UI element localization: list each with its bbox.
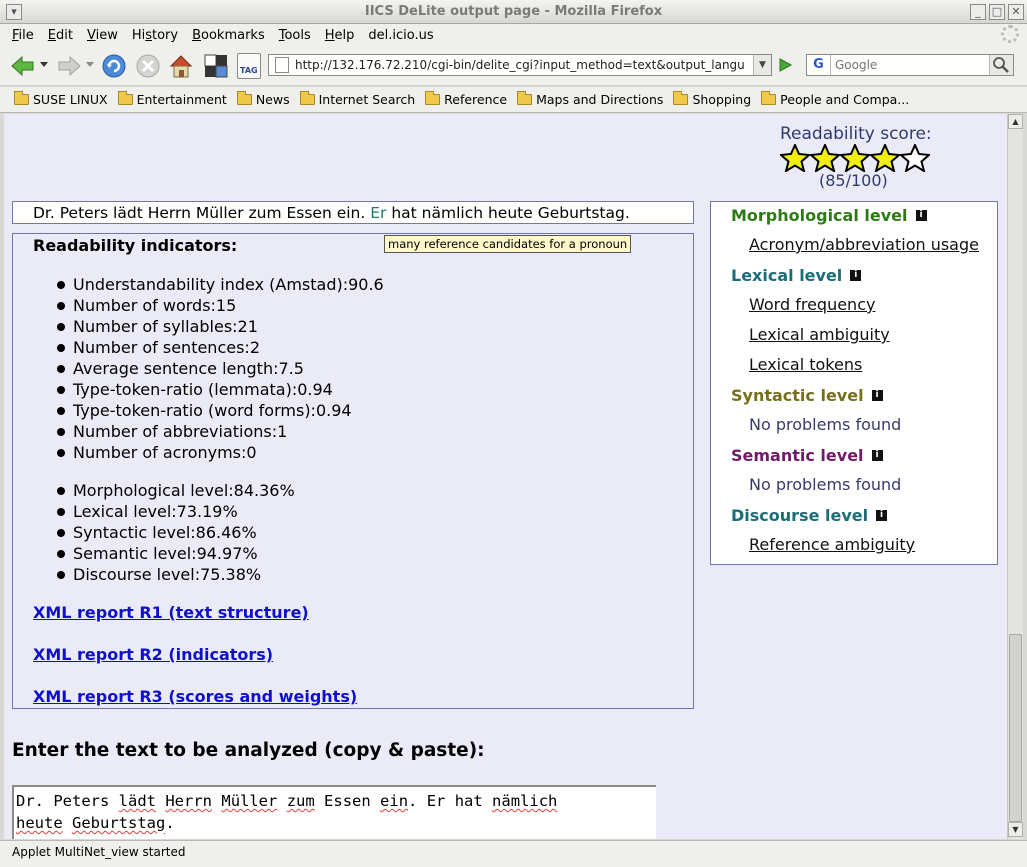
home-icon[interactable]: [168, 53, 194, 79]
spellcheck-word: Müller: [221, 792, 278, 810]
page-icon: [275, 57, 289, 73]
folder-icon: [14, 94, 29, 105]
menu-item-history[interactable]: History: [131, 27, 179, 43]
window-title: IICS DeLite output page - Mozilla Firefox: [364, 4, 663, 19]
forward-icon[interactable]: [56, 53, 82, 79]
spellcheck-word: heute: [16, 814, 63, 832]
indicator-item: Number of sentences:2: [55, 337, 384, 358]
spellcheck-word: zum: [286, 792, 315, 810]
info-icon[interactable]: i: [916, 210, 927, 221]
scroll-down-icon[interactable]: ▼: [1008, 822, 1023, 837]
star-empty-icon: [900, 144, 930, 172]
bookmark-news[interactable]: [237, 92, 290, 107]
bookmark-label: Maps and Directions: [536, 92, 664, 107]
bookmark-label: Internet Search: [318, 92, 416, 107]
spellcheck-word: nämlich: [492, 792, 558, 810]
stop-icon[interactable]: [135, 53, 161, 79]
discourse-level-label: Discourse level: [731, 506, 869, 525]
scrollbar-thumb[interactable]: [1009, 634, 1022, 822]
reference-ambiguity-link[interactable]: Reference ambiguity: [749, 535, 916, 554]
info-icon[interactable]: i: [876, 510, 887, 521]
input-text-segment: [63, 814, 72, 832]
lexical-ambiguity-link[interactable]: Lexical ambiguity: [749, 325, 890, 344]
sentence-text-before: Dr. Peters lädt Herrn Müller zum Essen ein.: [33, 204, 371, 222]
spellcheck-word: lädt: [118, 792, 156, 810]
window-menu-button[interactable]: ▾: [6, 4, 22, 20]
menu-item-file[interactable]: File: [12, 27, 34, 43]
tag-button[interactable]: [237, 53, 261, 79]
search-box[interactable]: [806, 54, 1014, 76]
acronym-usage-link[interactable]: Acronym/abbreviation usage: [749, 235, 979, 254]
level-score-item: Syntactic level:86.46%: [55, 522, 295, 543]
bookmark-label: Entertainment: [136, 92, 227, 107]
indicator-item: Number of syllables:21: [55, 316, 384, 337]
folder-icon: [300, 94, 315, 105]
input-text-segment: Essen: [314, 792, 381, 810]
minimize-button[interactable]: _: [970, 4, 986, 20]
highlighted-pronoun[interactable]: Er: [370, 204, 387, 222]
bookmark-suse-linux[interactable]: [14, 92, 108, 107]
indicators-title: Readability indicators:: [33, 236, 238, 255]
word-frequency-link[interactable]: Word frequency: [749, 295, 876, 314]
level-score-list: [55, 480, 295, 585]
title-bar: [0, 0, 1027, 24]
text-input-area[interactable]: [12, 785, 656, 839]
folder-icon: [761, 94, 776, 105]
bookmark-shopping[interactable]: [673, 92, 751, 107]
input-heading: Enter the text to be analyzed (copy & paste):: [12, 740, 485, 761]
search-engine-icon[interactable]: G: [807, 55, 831, 75]
maximize-button[interactable]: □: [989, 4, 1005, 20]
folder-icon: [425, 94, 440, 105]
tag-label: TAG: [240, 66, 258, 75]
input-text-segment: . Er hat: [408, 792, 493, 810]
folder-icon: [517, 94, 532, 105]
folder-icon: [237, 94, 252, 105]
lexical-level-heading: [731, 266, 861, 285]
level-score-item: Lexical level:73.19%: [55, 501, 295, 522]
back-dropdown-icon[interactable]: [40, 62, 48, 68]
xml-report-r1-link[interactable]: XML report R1 (text structure): [33, 603, 309, 622]
info-icon[interactable]: i: [872, 390, 883, 401]
indicator-item: Number of words:15: [55, 295, 384, 316]
menu-item-tools[interactable]: Tools: [278, 27, 311, 43]
readability-indicators-panel: [12, 233, 694, 709]
indicator-item: Number of abbreviations:1: [55, 421, 384, 442]
bookmark-label: Shopping: [692, 92, 752, 107]
level-score-item: Discourse level:75.38%: [55, 564, 295, 585]
reload-icon[interactable]: [101, 53, 127, 79]
indicator-item: Average sentence length:7.5: [55, 358, 384, 379]
indicator-item: Number of acronyms:0: [55, 442, 384, 463]
lexical-tokens-link[interactable]: Lexical tokens: [749, 355, 863, 374]
star-filled-icon: [840, 144, 870, 172]
lexical-level-label: Lexical level: [731, 266, 843, 285]
input-text-segment: Dr.: [16, 792, 54, 810]
readability-score-label: Readability score:: [780, 124, 932, 144]
input-text-segment: [156, 792, 165, 810]
bookmark-label: SUSE LINUX: [33, 92, 108, 107]
search-icon[interactable]: [989, 55, 1013, 75]
search-input[interactable]: [831, 57, 981, 73]
bookmark-entertainment[interactable]: [118, 92, 227, 107]
xml-report-r2-link[interactable]: XML report R2 (indicators): [33, 645, 274, 664]
page-content: [4, 114, 1007, 839]
bookmark-label: Reference: [444, 92, 508, 107]
syntactic-level-heading: [731, 386, 883, 405]
scroll-up-icon[interactable]: ▲: [1008, 114, 1023, 129]
forward-dropdown-icon[interactable]: [86, 62, 94, 68]
star-filled-icon: [870, 144, 900, 172]
input-text-segment: [277, 792, 286, 810]
star-filled-icon: [810, 144, 840, 172]
go-icon[interactable]: [776, 55, 794, 75]
url-history-dropdown-icon[interactable]: ▼: [753, 55, 771, 75]
bookmark-label: News: [255, 92, 290, 107]
semantic-level-heading: [731, 446, 883, 465]
morphological-level-heading: [731, 206, 927, 225]
syntactic-no-problems: No problems found: [749, 415, 902, 434]
menu-item-bookmarks[interactable]: Bookmarks: [192, 27, 265, 43]
input-text-segment: .: [165, 814, 175, 832]
spellcheck-word: ein: [380, 792, 409, 810]
discourse-level-heading: [731, 506, 887, 525]
level-score-item: Morphological level:84.36%: [55, 480, 295, 501]
bookmark-label: People and Compa...: [780, 92, 910, 107]
semantic-level-label: Semantic level: [731, 446, 864, 465]
bookmarks-toolbar: [0, 87, 1027, 113]
url-bar[interactable]: [268, 54, 772, 76]
input-text-segment: [212, 792, 221, 810]
sentence-text-after: hat nämlich heute Geburtstag.: [386, 204, 630, 222]
xml-report-r3-link[interactable]: XML report R3 (scores and weights): [33, 687, 358, 706]
semantic-no-problems: No problems found: [749, 475, 902, 494]
morphological-level-label: Morphological level: [731, 206, 908, 225]
indicator-item: Type-token-ratio (lemmata):0.94: [55, 379, 384, 400]
bookmark-reference[interactable]: [425, 92, 507, 107]
folder-icon: [673, 94, 688, 105]
close-button[interactable]: ✕: [1008, 4, 1024, 20]
folder-icon: [118, 94, 133, 105]
info-icon[interactable]: i: [850, 270, 861, 281]
bookmark-maps-and-directions[interactable]: [517, 92, 663, 107]
syntactic-level-label: Syntactic level: [731, 386, 864, 405]
indicator-item: Type-token-ratio (word forms):0.94: [55, 400, 384, 421]
spellcheck-word: Herrn: [165, 792, 213, 810]
analyzed-sentence: [12, 201, 694, 224]
menu-bar: [0, 24, 1027, 46]
input-text-segment: Peters: [53, 792, 110, 810]
input-line-2: [16, 812, 656, 834]
level-problems-panel: [710, 201, 998, 565]
bookmark-internet-search[interactable]: [300, 92, 416, 107]
url-text[interactable]: http://132.176.72.210/cgi-bin/delite_cgi?input_method=text&output_langu: [295, 58, 745, 72]
menu-item-del-icio-us[interactable]: del.icio.us: [368, 27, 434, 43]
menu-item-view[interactable]: View: [86, 27, 118, 43]
bookmark-people-and-compa[interactable]: [761, 92, 909, 107]
menu-item-edit[interactable]: Edit: [47, 27, 73, 43]
info-icon[interactable]: i: [872, 450, 883, 461]
indicator-list: [55, 274, 384, 463]
readability-score-value: (85/100): [819, 171, 888, 190]
spellcheck-word: Geburtstag: [72, 814, 166, 832]
status-bar: [0, 840, 1027, 867]
vertical-scrollbar[interactable]: [1007, 114, 1023, 839]
extension-icon[interactable]: [203, 53, 229, 79]
pronoun-tooltip: many reference candidates for a pronoun: [384, 235, 631, 253]
level-score-item: Semantic level:94.97%: [55, 543, 295, 564]
input-line-1: [16, 790, 656, 812]
back-icon[interactable]: [10, 53, 36, 79]
throbber-icon: [1001, 25, 1019, 43]
menu-item-help[interactable]: Help: [324, 27, 355, 43]
star-rating: [780, 144, 930, 172]
input-text-segment: [109, 792, 118, 810]
status-text: Applet MultiNet_view started: [12, 845, 186, 859]
indicator-item: Understandability index (Amstad):90.6: [55, 274, 384, 295]
star-filled-icon: [780, 144, 810, 172]
